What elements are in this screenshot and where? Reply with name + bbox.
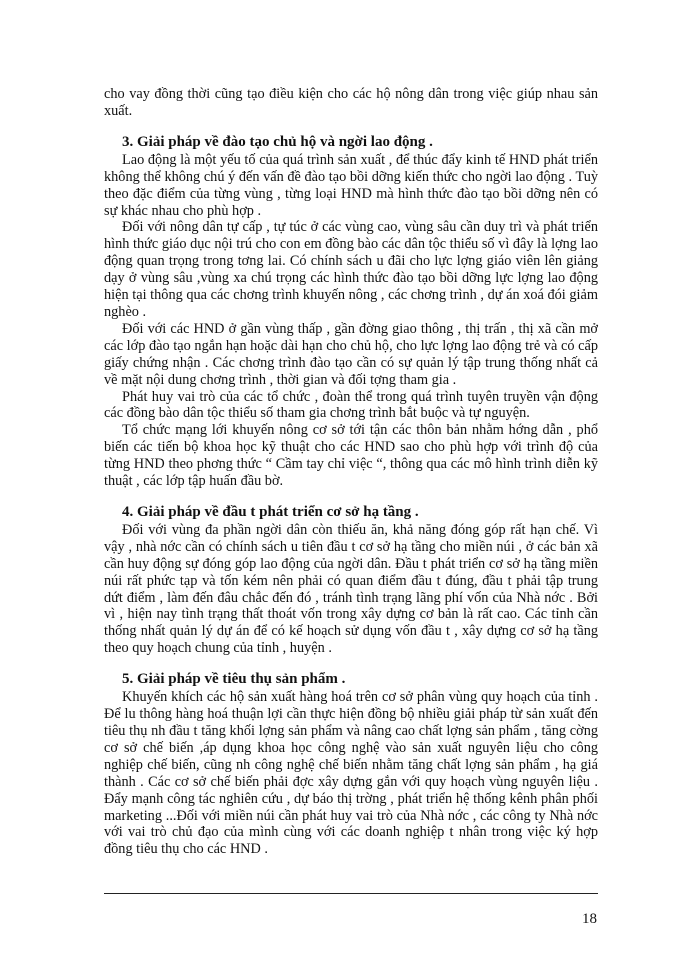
section-5-heading: 5. Giải pháp về tiêu thụ sản phẩm . (122, 671, 346, 688)
paragraph: Tổ chức mạng lới khuyến nông cơ sở tới tận các thôn bản nhằm hớng dẫn , phổ biến các tiến bộ khoa học kỹ thuật cho các HND sao cho phù hợp với trình độ của từng HND theo phơng thức “ Cầm tay chỉ việc “, thông qua các mô hình trình diễn kỹ thuật , các lớp tập huấn đầu bờ. (104, 422, 598, 490)
paragraph: Đối với vùng đa phần ngời dân còn thiếu ăn, khả năng đóng góp rất hạn chế. Vì vậy , nhà nớc cần có chính sách u tiên đầu t cơ sở hạ tầng cho miền núi , ở các bản xã cần huy động sự đóng góp lao động của ngời dân. Đầu t phát triển cơ sở hạ tầng miền núi rất phức tạp và tốn kém nên phải có quan điểm đầu t đúng, đầu t phải tập trung dứt điểm , làm đến đâu chắc đến đó , tránh tình trạng lãng phí vốn của Nhà nớc . Bởi vì , hiện nay tình trạng thất thoát vốn trong xây dựng cơ bản là rất cao. Các tỉnh cần thống nhất quản lý dự án để có kế hoạch sử dụng vốn đầu t , xây dựng cơ sở hạ tầng theo quy hoạch chung của tỉnh , huyện . (104, 521, 598, 657)
body-text (104, 86, 598, 858)
paragraph: Lao động là một yếu tố của quá trình sản xuất , để thúc đẩy kinh tế HND phát triển không thể không chú ý đến vấn đề đào tạo bồi dỡng kiến thức cho ngời lao động . Tuỳ theo đặc điểm của từng vùng , từng loại HND mà hình thức đào tạo bồi dỡng nên có sự khác nhau cho phù hợp . (104, 151, 598, 219)
paragraph: Phát huy vai trò của các tổ chức , đoàn thể trong quá trình tuyên truyền vận động các đồng bào dân tộc thiểu số tham gia chơng trình bắt buộc và tự nguyện. (104, 388, 598, 422)
section-4-heading: 4. Giải pháp về đầu t phát triển cơ sở hạ tầng . (122, 503, 419, 520)
intro-paragraph: cho vay đồng thời cũng tạo điều kiện cho các hộ nông dân trong việc giúp nhau sản xuất. (104, 86, 598, 119)
section-3-heading: 3. Giải pháp về đào tạo chủ hộ và ngời lao động . (122, 133, 433, 150)
paragraph: Đối với các HND ở gần vùng thấp , gần đờng giao thông , thị trấn , thị xã cần mở các lớp đào tạo ngắn hạn hoặc dài hạn cho chủ hộ, cho lực lợng lao động trẻ và có cấp giấy chứng nhận . Các chơng trình đào tạo cần có sự quản lý tập trung thống nhất cả về mặt nội dung chơng trình , thời gian và đối tợng tham gia . (104, 320, 598, 388)
page-number: 18 (582, 911, 597, 927)
footer-divider (104, 893, 598, 894)
paragraph: Đối với nông dân tự cấp , tự túc ở các vùng cao, vùng sâu cần duy trì và phát triển hình thức giáo dục nội trú cho con em đồng bào các dân tộc thiểu số vì đây là lợng lao động quan trọng trong tơng lai. Có chính sách u đãi cho lực lợng giáo viên lên giảng dạy ở vùng sâu ,vùng xa chú trọng các hình thức đào tạo bồi dỡng lực lợng lao động hiện tại thông qua các chơng trình khuyến nông , các chơng trình , dự án xoá đói giảm nghèo . (104, 219, 598, 320)
paragraph: Khuyến khích các hộ sản xuất hàng hoá trên cơ sở phân vùng quy hoạch của tỉnh . Để lu thông hàng hoá thuận lợi cần thực hiện đồng bộ nhiều giải pháp từ sản xuất đến tiêu thụ nh đầu t tăng khối lợng sản phẩm và nâng cao chất lợng sản phẩm , tăng cờng cơ sở chế biến ,áp dụng khoa học công nghệ vào sản xuất nguyên liệu cho công nghiệp chế biến, cũng nh công nghệ chế biến nhằm tăng chất lợng sản phẩm , hạ giá thành . Các cơ sở chế biến phải đợc xây dựng gắn với quy hoạch vùng nguyên liệu . Đẩy mạnh công tác nghiên cứu , dự báo thị trờng , phát triển hệ thống kênh phân phối marketing ...Đối với miền núi cần phát huy vai trò của Nhà nớc , các công ty Nhà nớc với vai trò chủ đạo của mình cùng với các doanh nghiệp t nhân trong việc ký hợp đồng tiêu thụ cho các HND . (104, 689, 598, 858)
